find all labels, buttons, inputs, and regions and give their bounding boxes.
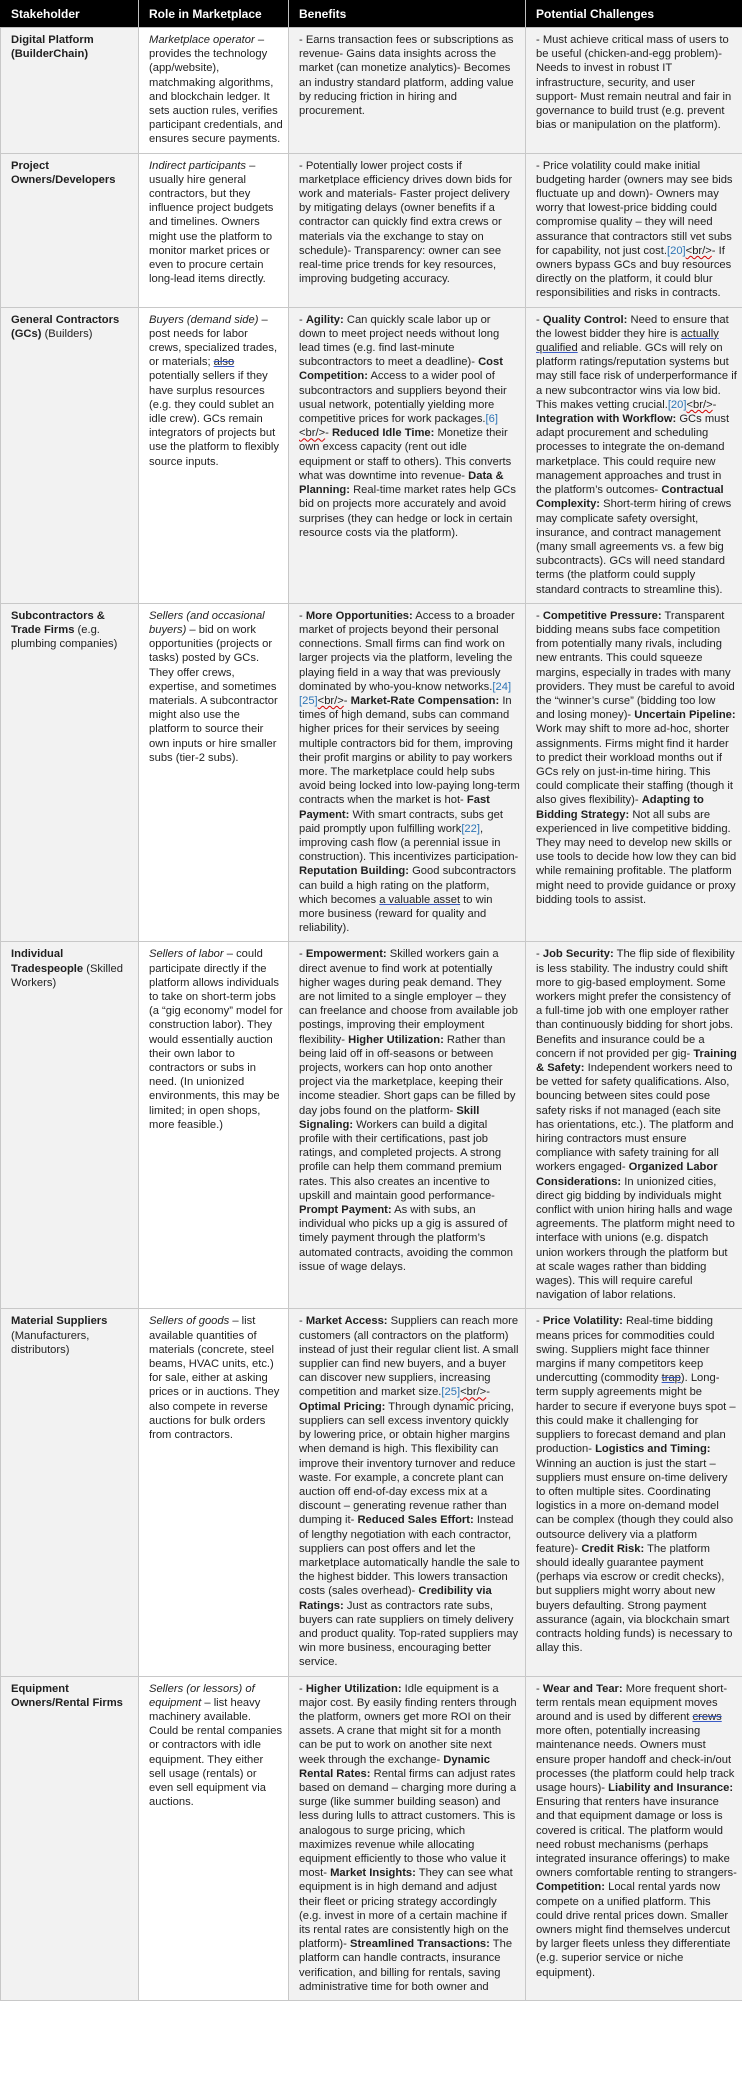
benefits-cell bbox=[289, 603, 526, 942]
text-run: Monetize their own excess capacity (rent out idle equipment or staff to others). This converts what was downtime into revenue- bbox=[299, 427, 512, 482]
role-description: – list heavy machinery available. Could be rental companies or contractors with idle equipment. They either sell usage (rentals) or even sell equipment via auctions. bbox=[149, 1696, 283, 1809]
text-run: - bbox=[486, 1386, 490, 1399]
role-cell bbox=[139, 942, 289, 1309]
citation-link[interactable]: [20] bbox=[667, 244, 686, 257]
benefits-cell bbox=[289, 942, 526, 1309]
bold-label: Uncertain Pipeline: bbox=[634, 709, 736, 722]
bold-label: Optimal Pricing: bbox=[299, 1400, 386, 1413]
text-run: Short-term hiring of crews may complicate safety oversight, insurance, and contract management (many small agreements vs. a few big subcontracts). GCs will need standard terms (the platform could supply standard contracts to streamline this). bbox=[536, 498, 732, 596]
text-run: - bbox=[299, 313, 306, 326]
text-run: Real-time market rates help GCs bid on projects more accurately and avoid surprises (they can hedge or lock in certain resource costs via the platform). bbox=[299, 484, 516, 539]
text-run: , improving cash flow (a perennial issue in construction). This incentivizes participation- bbox=[299, 822, 519, 864]
stakeholder-name: General Contractors (GCs) bbox=[11, 313, 120, 340]
bold-label: Market-Rate Compensation: bbox=[350, 694, 500, 707]
stakeholder-name: Digital Platform (BuilderChain) bbox=[11, 34, 94, 61]
stakeholder-cell bbox=[1, 1309, 139, 1676]
bold-label: Wear and Tear: bbox=[542, 1682, 623, 1695]
bold-label: Adapting to Bidding Strategy: bbox=[536, 794, 704, 821]
text-run: In times of high demand, subs can command higher prices for their services by seeing multiple contractors bid for them, improving their profit margins or ability to pay workers more. The marketplace could help subs avoid being locked into low-paying long-term contracts when the market is hot- bbox=[299, 694, 520, 807]
text-run: - bbox=[536, 1315, 543, 1328]
bold-label: Empowerment: bbox=[305, 948, 387, 961]
text-run: - bbox=[299, 609, 306, 622]
challenges-cell bbox=[526, 603, 742, 942]
role-type: Sellers of goods bbox=[149, 1315, 230, 1328]
text-run: Access to a wider pool of subcontractors and suppliers beyond their usual network, potentially yielding more competitive prices for work packages. bbox=[299, 370, 507, 426]
bold-label: Reputation Building: bbox=[299, 865, 409, 878]
citation-link[interactable]: [22] bbox=[461, 822, 480, 835]
text-run: Transparent bidding means subs face competition from potentially many rivals, including new entrants. This could squeeze margins, especially in trades with many providers. They must be careful to avoid the “winner’s curse” (bidding too low and losing money)- bbox=[536, 609, 735, 722]
text-run: - bbox=[343, 694, 351, 707]
underlined-text: a valuable asset bbox=[379, 893, 461, 906]
role-description: – provides the technology (app/website), matchmaking algorithms, and blockchain ledger. It sets auction rules, verifies participant credentials, and ensures secure payments. bbox=[149, 34, 283, 146]
role-type: Marketplace operator bbox=[149, 34, 255, 46]
text-run: - Must achieve critical mass of users to be useful (chicken-and-egg problem)- Needs to invest in robust IT infrastructure, security, and user support- Must remain neutral and fair in governance to build trust (e.g. prevent bias or manipulation on the platform). bbox=[536, 34, 732, 132]
role-cell bbox=[139, 153, 289, 307]
text-run: Suppliers can reach more customers (all contractors on the platform) instead of just their regular client list. A small supplier can find new buyers, and a buyer can discover new suppliers, increasing competition and market size. bbox=[299, 1315, 519, 1399]
role-type: Sellers of labor bbox=[149, 948, 224, 961]
text-run: More frequent short-term rentals mean equipment moves around and is used by different bbox=[536, 1682, 728, 1723]
bold-label: Reduced Idle Time: bbox=[331, 427, 435, 440]
bold-label: Price Volatility: bbox=[542, 1315, 623, 1328]
bold-label: Prompt Payment: bbox=[299, 1204, 392, 1217]
text-run: Winning an auction is just the start – suppliers must ensure on-time delivery to often multiple sites. Coordinating logistics in a more on-demand model can be complex (though they could also outsource delivery via a platform feature)- bbox=[536, 1457, 734, 1555]
table-row bbox=[1, 153, 742, 307]
bold-label: Contractual Complexity: bbox=[536, 484, 724, 511]
text-run: and reliable. GCs will rely on platform ratings/reputation systems but may still face risk of underperformance if a new subcontractor wins via low bid. This makes vetting crucial. bbox=[536, 342, 737, 411]
text-run: Workers can build a digital profile with their certifications, past job ratings, and completed projects. A strong profile can help them command premium rates. This also creates an incentive to upskill and maintain good performance- bbox=[299, 1118, 502, 1202]
table-row bbox=[1, 307, 742, 603]
challenges-cell bbox=[526, 942, 742, 1309]
table-row bbox=[1, 1309, 742, 1676]
stakeholder-cell bbox=[1, 603, 139, 942]
role-description: – usually hire general contractors, but they influence project budgets and timelines. Owners might use the platform to monitor market prices or even to procure certain long-lead items directly. bbox=[149, 159, 274, 286]
table-body bbox=[1, 28, 742, 2001]
challenges-cell bbox=[526, 307, 742, 603]
stakeholder-cell bbox=[1, 153, 139, 307]
text-run: Independent workers need to be vetted for safety qualifications. Also, bouncing between sites could pose safety risks if not managed (each site has orientations, etc.). The platform and hiring contractors must ensure compliance with safety training for all workers engaged- bbox=[536, 1062, 734, 1174]
text-run: - If owners bypass GCs and buy resources directly on the platform, it could blur responsibilities and risks in contracts. bbox=[536, 244, 732, 300]
text-run: Not all subs are experienced in live competitive bidding. They may need to develop new skills or use tools to decide how low they can bid while remaining profitable. The platform might need to provide guidance or proxy bidding tools to assist. bbox=[536, 808, 737, 906]
stakeholder-cell bbox=[1, 942, 139, 1309]
text-run: - bbox=[712, 398, 717, 411]
stakeholder-subtitle: (Manufacturers, distributors) bbox=[11, 1329, 90, 1356]
stakeholder-cell bbox=[1, 307, 139, 603]
role-cell bbox=[139, 28, 289, 154]
bold-label: Organized Labor Considerations: bbox=[536, 1161, 718, 1188]
text-run: - bbox=[325, 427, 332, 440]
bold-label: Dynamic Rental Rates: bbox=[299, 1753, 490, 1780]
citation-link[interactable]: [6] bbox=[485, 413, 498, 426]
text-run: - bbox=[536, 609, 543, 622]
challenges-cell bbox=[526, 1676, 742, 2000]
bold-label: Job Security: bbox=[542, 948, 614, 961]
stakeholder-name: Equipment Owners/Rental Firms bbox=[11, 1682, 123, 1709]
stakeholder-cell bbox=[1, 28, 139, 154]
benefits-cell bbox=[289, 1309, 526, 1676]
bold-label: Cost Competition: bbox=[299, 356, 503, 383]
text-run: Just as contractors rate subs, buyers can rate suppliers on timely delivery and product quality. Top-rated suppliers may win more business, encouraging better service. bbox=[299, 1599, 519, 1669]
header-challenges: Potential Challenges bbox=[526, 0, 742, 28]
literal-br-markup: <br/> bbox=[460, 1386, 487, 1399]
literal-br-markup: <br/> bbox=[685, 244, 712, 257]
citation-link[interactable]: [25] bbox=[441, 1386, 461, 1399]
bold-label: Credibility via Ratings: bbox=[299, 1585, 492, 1612]
bold-label: Market Access: bbox=[305, 1315, 388, 1328]
bold-label: Market Insights: bbox=[330, 1867, 416, 1880]
role-type: Sellers (and occasional buyers) bbox=[149, 609, 265, 636]
bold-label: Training & Safety: bbox=[536, 1047, 737, 1075]
text-run: They can see what equipment is in high demand and adjust their fleet or pricing strategy accordingly (e.g. invest in more of a certain machine if its rental rates are consistently high on the platform)- bbox=[299, 1867, 513, 1951]
stakeholder-name: Project Owners/Developers bbox=[11, 159, 116, 186]
text-run: - Price volatility could make initial budgeting harder (owners may see bids fluctuate up and down)- Owners may worry that lowest-price bidding could compromise quality – they will need assurance that contractors still vet subs for capability, not just cost. bbox=[536, 159, 733, 257]
stakeholder-name: Material Suppliers bbox=[11, 1315, 108, 1328]
text-run: Ensuring that renters have insurance and that equipment damage or loss is covered is critical. The platform would need robust mechanisms (perhaps integrated insurance offerings) to make owners comfortable renting to strangers- bbox=[536, 1796, 737, 1880]
challenges-cell bbox=[526, 28, 742, 154]
role-type: Buyers (demand side) bbox=[149, 313, 259, 326]
bold-label: Competition: bbox=[536, 1881, 605, 1894]
citation-link[interactable]: [20] bbox=[667, 398, 687, 411]
stakeholder-name: Individual Tradespeople bbox=[11, 948, 84, 975]
text-run: With smart contracts, subs get paid promptly upon fulfilling work bbox=[299, 808, 503, 835]
text-run: Access to a broader market of projects beyond their personal connections. Small firms can find work on larger projects via the platform, leveling the playing field in a way that was previously dominated by who-you-know networks. bbox=[299, 609, 515, 693]
text-run: Real-time bidding means prices for commodities could swing. Suppliers might face thinner margins if many competitors keep undercutting (commodity bbox=[536, 1315, 715, 1385]
role-description: – bid on work opportunities (projects or tasks) posted by GCs. They offer crews, expertise, and sometimes materials. A subcontractor might also use the platform to source their own inputs or hire smaller subs (tier-2 subs). bbox=[149, 623, 278, 764]
literal-br-markup: <br/> bbox=[686, 398, 713, 411]
citation-link[interactable]: [24][25] bbox=[299, 680, 512, 707]
text-run: Instead of lengthy negotiation with each contractor, suppliers can post offers and let the marketplace automatically handle the sale to the highest bidder. This lowers transaction costs (sales overhead)- bbox=[299, 1514, 520, 1598]
role-type: Indirect participants bbox=[149, 159, 247, 172]
header-stakeholder: Stakeholder bbox=[1, 0, 139, 28]
text-run: - bbox=[299, 1682, 306, 1695]
literal-br-markup: <br/> bbox=[317, 694, 344, 707]
text-run: Idle equipment is a major cost. By easily finding renters through the platform, owners get more ROI on their assets. A crane that might sit for a month can be put to work on another site next week through the exchange- bbox=[299, 1682, 517, 1766]
bold-label: Logistics and Timing: bbox=[595, 1443, 711, 1456]
benefits-cell bbox=[289, 1676, 526, 2000]
benefits-cell bbox=[289, 307, 526, 603]
literal-br-markup: <br/> bbox=[299, 427, 326, 440]
text-run: The flip side of flexibility is less stability. The industry could shift more to gig-based employment. Some workers might prefer the consistency of a full-time job with one employer rather than continuously bidding for short jobs. Benefits and insurance could be a concern if not provided per gig- bbox=[536, 948, 735, 1060]
text-run: Local rental yards now compete on a unified platform. This could drive rental prices down. Smaller owners might find themselves undercut by larger fleets unless they differentiate (e.g. superior service or niche equipment). bbox=[536, 1881, 731, 1979]
header-role: Role in Marketplace bbox=[139, 0, 289, 28]
text-run: As with subs, an individual who picks up a gig is assured of timely payment through the platform’s automated contracts, avoiding the common issue of wage delays. bbox=[299, 1204, 513, 1273]
role-description: – could participate directly if the platform allows individuals to take on short-term jobs (a “gig economy” model for construction labor). They would essentially auction their own labor to contractors or subs in need. (In unionized environments, this may be limited; in open shops, more feasible.) bbox=[149, 948, 283, 1131]
text-run: - bbox=[536, 313, 543, 326]
text-run: - Potentially lower project costs if marketplace efficiency drives down bids for work and materials- Faster project delivery by mitigating delays (owner benefits if a contractor can quickly find extra crews or materials via the exchange to stay on schedule)- Transparency: owner can see real-time price trends for key resources, improving budgeting accuracy. bbox=[299, 159, 513, 286]
text-run: The platform should ideally guarantee payment (perhaps via escrow or credit checks), but suppliers might worry about new buyers defaulting. Strong payment assurance (again, via blockchain smart contracts holding funds) is necessary to allay this. bbox=[536, 1542, 733, 1655]
bold-label: Competitive Pressure: bbox=[542, 609, 662, 622]
bold-label: Higher Utilization: bbox=[348, 1033, 444, 1046]
text-run: to win more business (reward for quality and reliability). bbox=[299, 893, 493, 935]
text-run: In unionized cities, direct gig bidding by individuals might conflict with union hiring halls and wage agreements. The platform might need to interface with unions (e.g. dispatch union workers through the platform but at scale wages rather than bidding wages). This will require careful navigation of labor relations. bbox=[536, 1175, 735, 1302]
struck-text: crews bbox=[692, 1710, 722, 1723]
stakeholder-subtitle: (e.g. plumbing companies) bbox=[11, 623, 118, 651]
text-run: ). Long-term supply agreements might be harder to secure if everyone buys spot – this could make it challenging for suppliers to forecast demand and plan production- bbox=[536, 1372, 736, 1456]
text-run: Can quickly scale labor up or down to meet project needs without long lead times (e.g. find last-minute subcontractors to meet a deadline)- bbox=[299, 313, 500, 369]
text-run: Rental firms can adjust rates based on demand – charging more during a surge (like summer building season) and less during lulls to attract customers. This is analogous to surge pricing, which maximizes revenue while allocating equipment efficiently to those who value it most- bbox=[299, 1767, 517, 1880]
text-run: Through dynamic pricing, suppliers can sell excess inventory quickly by lowering price, or obtain higher margins when demand is high. This flexibility can improve their inventory turnover and reduce waste. For example, a concrete plant can auction off end-of-day excess mix at a discount – generating revenue rather than dumping it- bbox=[299, 1400, 516, 1527]
bold-label: Agility: bbox=[305, 313, 344, 326]
stakeholder-subtitle: (Skilled Workers) bbox=[11, 962, 123, 989]
challenges-cell bbox=[526, 153, 742, 307]
struck-text: trap bbox=[661, 1372, 681, 1385]
text-run: The platform can handle contracts, insurance verification, and billing for rentals, saving administrative time for both owner and bbox=[299, 1938, 513, 1993]
bold-label: Skill Signaling: bbox=[299, 1104, 480, 1131]
struck-text: also bbox=[213, 356, 235, 369]
text-run: GCs must adapt procurement and scheduling processes to integrate the on-demand marketplace. This could require new management approaches and trust in the platform’s outcomes- bbox=[536, 413, 730, 497]
header-benefits: Benefits bbox=[289, 0, 526, 28]
table-row bbox=[1, 942, 742, 1309]
text-run: - Earns transaction fees or subscriptions as revenue- Gains data insights across the market (can monetize analytics)- Becomes an industry standard platform, adding value by reducing friction in hiring and procurement. bbox=[299, 34, 514, 118]
text-run: - bbox=[536, 1682, 543, 1695]
bold-label: Reduced Sales Effort: bbox=[357, 1514, 474, 1527]
text-run: - bbox=[299, 1315, 306, 1328]
bold-label: Higher Utilization: bbox=[305, 1682, 402, 1695]
bold-label: Streamlined Transactions: bbox=[349, 1938, 490, 1951]
bold-label: Liability and Insurance: bbox=[608, 1781, 734, 1794]
text-run: Skilled workers gain a direct avenue to find work at potentially higher wages during peak demand. They are not limited to a single employer – they can freelance and choose from available job postings, improving their employment flexibility- bbox=[299, 948, 518, 1046]
bold-label: Integration with Workflow: bbox=[536, 413, 677, 426]
text-run: Work may shift to more ad-hoc, shorter assignments. Firms might find it harder to predict their workload months out if GCs rely on just-in-time hiring. This could complicate their staffing (though it also gives flexibility)- bbox=[536, 723, 733, 807]
text-run: more often, potentially increasing maintenance needs. Owners must ensure proper handoff and check-in/out processes (the platform could help track usage hours)- bbox=[536, 1725, 735, 1794]
table-row bbox=[1, 28, 742, 154]
role-cell bbox=[139, 603, 289, 942]
text-run: Rather than being laid off in off-seasons or between projects, workers can hop onto another project via the marketplace, keeping their income steadier. Short gaps can be filled by day jobs found on the platform- bbox=[299, 1033, 516, 1117]
header-row bbox=[1, 0, 742, 28]
role-description: – list available quantities of materials (concrete, steel beams, HVAC units, etc.) for sale, either at asking prices or in auctions. They also compete in reverse auctions for bulk orders from contractors. bbox=[149, 1315, 280, 1442]
stakeholder-subtitle: (Builders) bbox=[41, 327, 93, 340]
table-row bbox=[1, 1676, 742, 2000]
text-run: - bbox=[299, 948, 306, 961]
underlined-text: actually qualified bbox=[536, 327, 719, 355]
table-row bbox=[1, 603, 742, 942]
role-cell bbox=[139, 307, 289, 603]
text-run: Good subcontractors can build a high rating on the platform, which becomes bbox=[299, 865, 516, 906]
bold-label: Credit Risk: bbox=[581, 1542, 645, 1555]
benefits-cell bbox=[289, 28, 526, 154]
bold-label: Fast Payment: bbox=[299, 794, 490, 821]
challenges-cell bbox=[526, 1309, 742, 1676]
stakeholder-name: Subcontractors & Trade Firms bbox=[11, 609, 105, 636]
role-cell bbox=[139, 1309, 289, 1676]
role-type: Sellers (or lessors) of equipment bbox=[149, 1682, 255, 1709]
benefits-cell bbox=[289, 153, 526, 307]
bold-label: More Opportunities: bbox=[305, 609, 413, 622]
bold-label: Quality Control: bbox=[542, 313, 628, 326]
text-run: - bbox=[536, 948, 543, 961]
role-cell bbox=[139, 1676, 289, 2000]
bold-label: Data & Planning: bbox=[299, 469, 504, 497]
stakeholder-cell bbox=[1, 1676, 139, 2000]
text-run: Need to ensure that the lowest bidder they hire is bbox=[536, 313, 729, 340]
text-run: – post needs for labor crews, specialized trades, or materials; bbox=[149, 313, 278, 369]
text-run: potentially sellers if they have surplus resources (e.g. they could sublet an idle crew). GCs remain integrators of projects but use the platform to flexibly source inputs. bbox=[149, 370, 279, 468]
